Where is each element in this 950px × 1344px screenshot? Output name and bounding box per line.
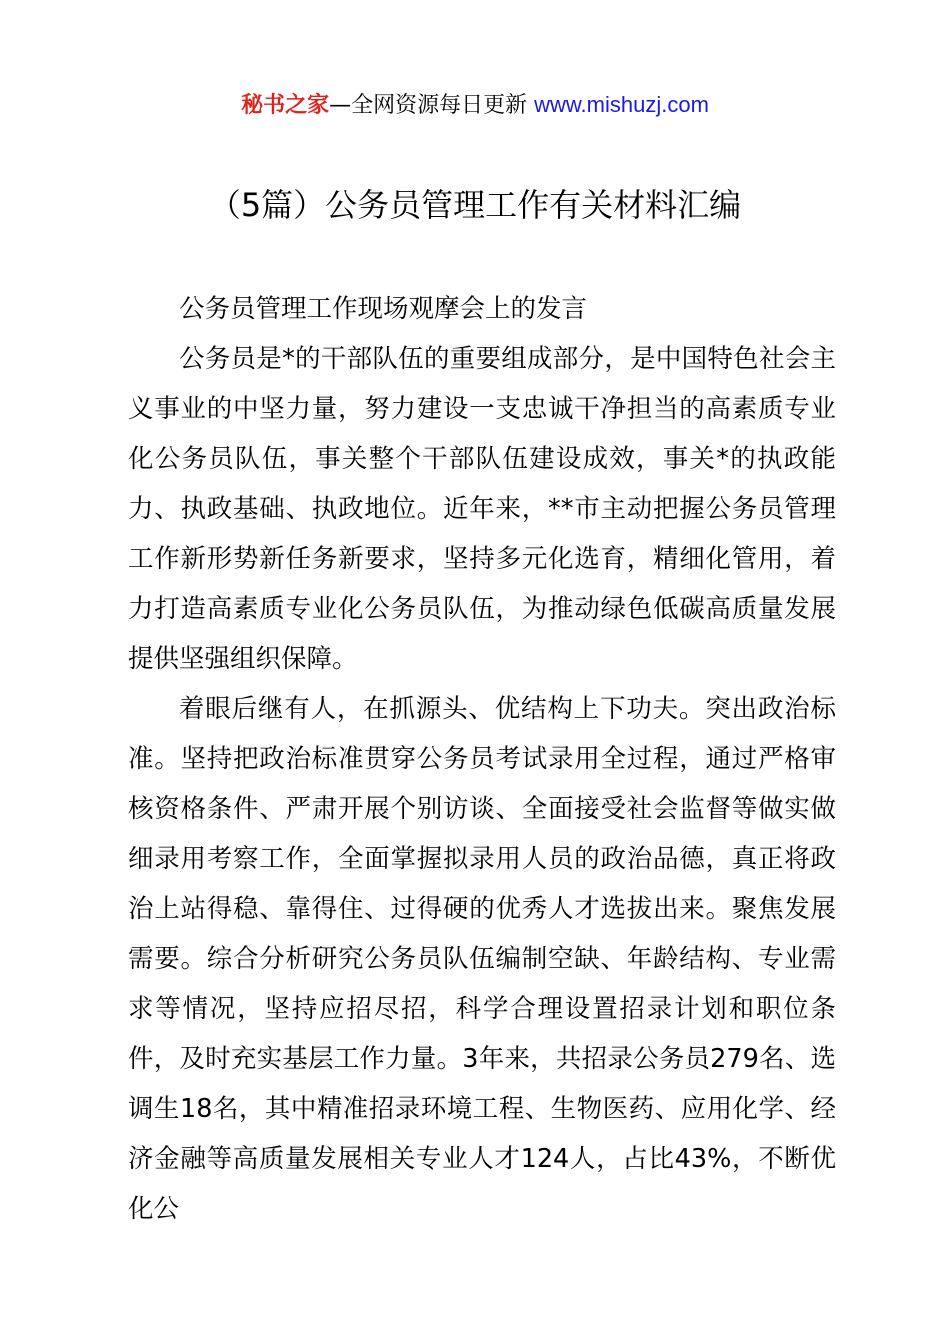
site-url-link[interactable]: www.mishuzj.com bbox=[534, 92, 709, 117]
site-header bbox=[0, 88, 950, 123]
body-paragraph: 公务员是*的干部队伍的重要组成部分，是中国特色社会主义事业的中坚力量，努力建设一支忠诚干净担当的高素质专业化公务员队伍，事关整个干部队伍建设成效，事关*的执政能力、执政基础、执政地位。近年来，**市主动把握公务员管理工作新形势新任务新要求，坚持多元化选育，精细化管用，着力打造高素质专业化公务员队伍，为推动绿色低碳高质量发展提供坚强组织保障。 bbox=[128, 344, 836, 674]
body-paragraph: 着眼后继有人，在抓源头、优结构上下功夫。突出政治标准。坚持把政治标准贯穿公务员考试录用全过程，通过严格审核资格条件、严肃开展个别访谈、全面接受社会监督等做实做细录用考察工作，全面掌握拟录用人员的政治品德，真正将政治上站得稳、靠得住、过得硬的优秀人才选拔出来。聚焦发展需要。综合分析研究公务员队伍编制空缺、年龄结构、专业需求等情况，坚持应招尽招，科学合理设置招录计划和职位条件，及时充实基层工作力量。3年来，共招录公务员279名、选调生18名，其中精准招录环境工程、生物医药、应用化学、经济金融等高质量发展相关专业人才124人，占比43%，不断优化公 bbox=[128, 694, 836, 1224]
document-title: （5篇）公务员管理工作有关材料汇编 bbox=[208, 186, 742, 224]
document-body bbox=[128, 284, 836, 1234]
site-brand: 秘书之家 bbox=[241, 93, 330, 118]
site-tagline: —全网资源每日更新 bbox=[329, 93, 528, 118]
document-subtitle: 公务员管理工作现场观摩会上的发言 bbox=[179, 294, 588, 324]
